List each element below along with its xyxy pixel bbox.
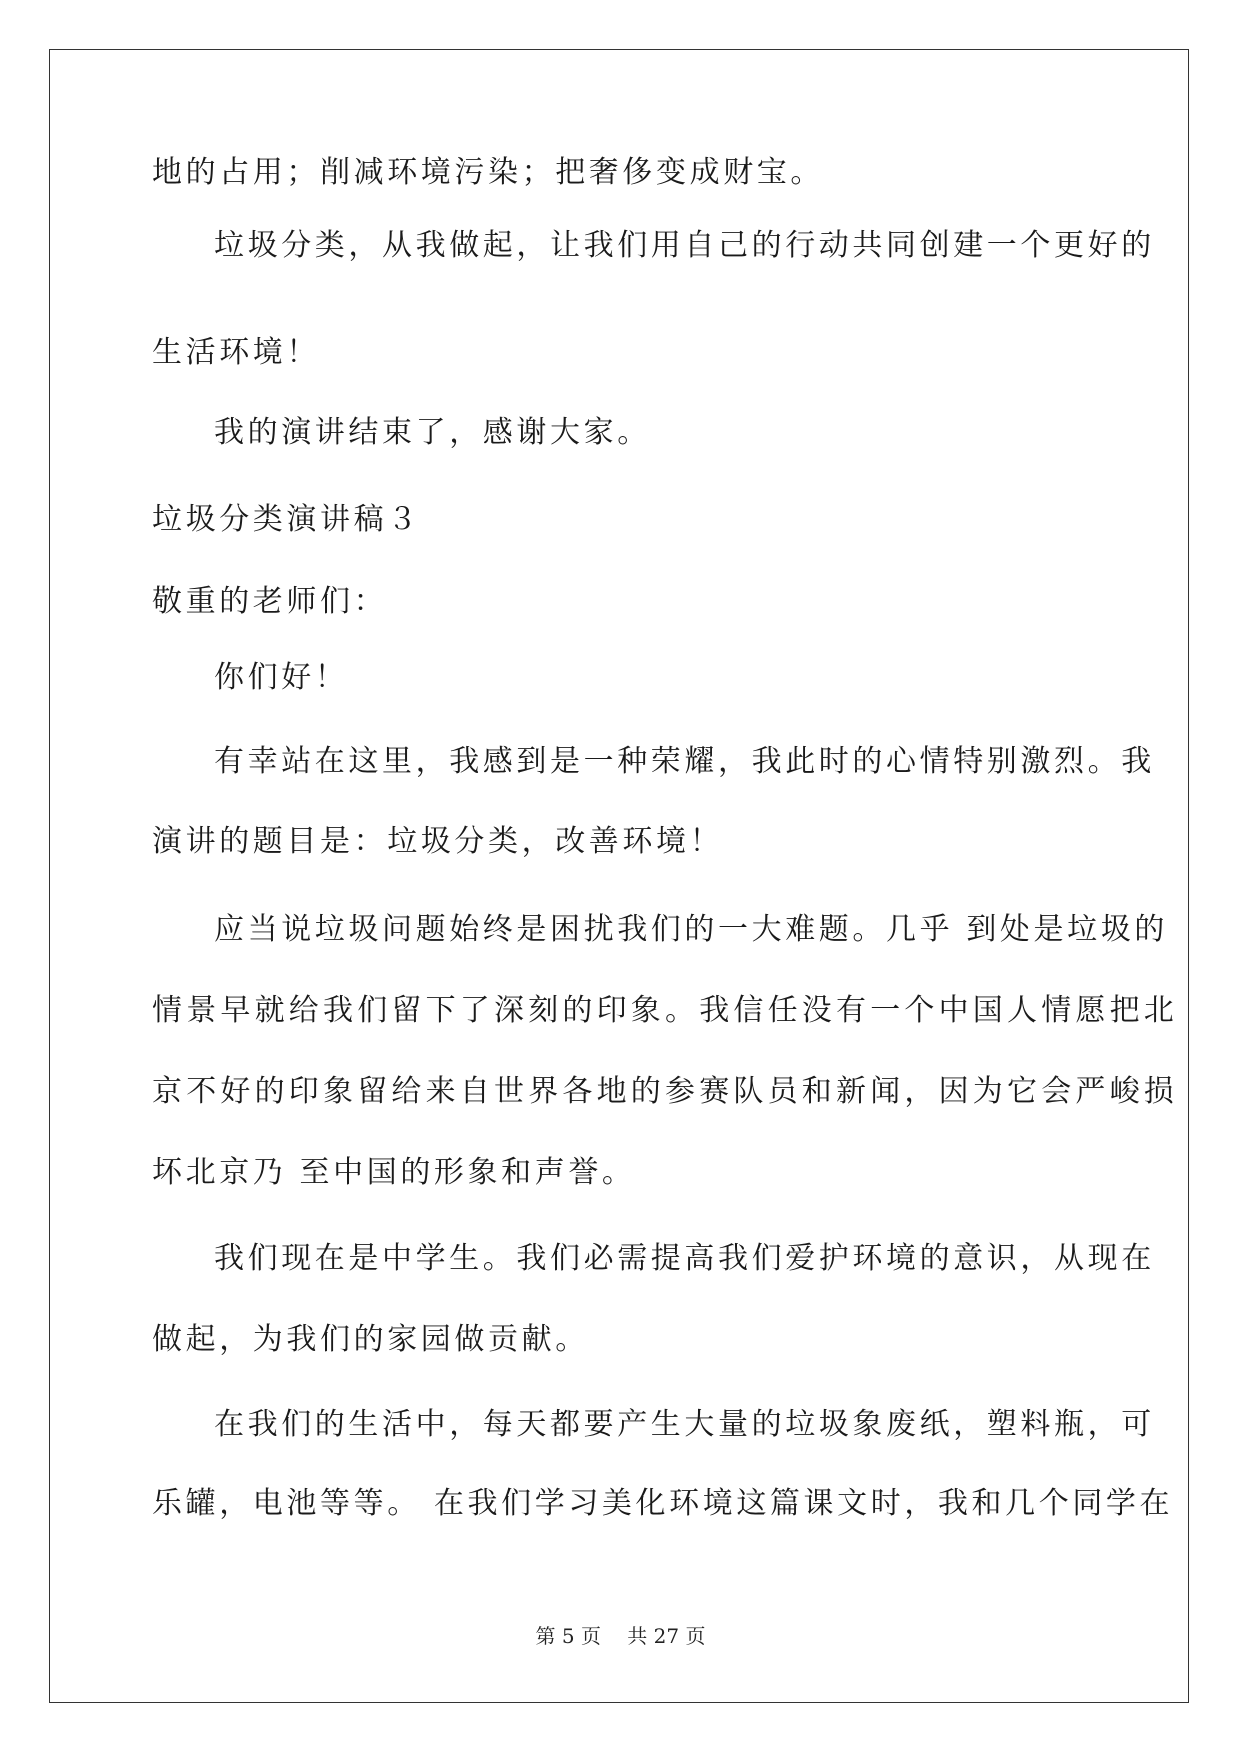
- paragraph-line: 应当说垃圾问题始终是困扰我们的一大难题。几乎 到处是垃圾的: [214, 912, 1168, 947]
- paragraph-line: 坏北京乃 至中国的形象和声誉。: [152, 1155, 636, 1190]
- greeting: 你们好！: [214, 660, 349, 695]
- section-heading: 垃圾分类演讲稿３: [152, 502, 421, 537]
- salutation: 敬重的老师们：: [152, 584, 388, 619]
- paragraph-line: 我们现在是中学生。我们必需提高我们爱护环境的意识，从现在: [214, 1241, 1155, 1276]
- page-number: 第 5 页 共 27 页: [535, 1624, 706, 1648]
- paragraph-line: 乐罐，电池等等。 在我们学习美化环境这篇课文时，我和几个同学在: [152, 1486, 1174, 1521]
- paragraph-line: 京不好的印象留给来自世界各地的参赛队员和新闻，因为它会严峻损: [152, 1074, 1178, 1109]
- page-border: [49, 49, 1189, 1703]
- paragraph-line: 垃圾分类，从我做起，让我们用自己的行动共同创建一个更好的: [214, 228, 1155, 263]
- paragraph-line: 我的演讲结束了，感谢大家。: [214, 415, 651, 450]
- paragraph-line: 地的占用；削减环境污染；把奢侈变成财宝。: [152, 155, 824, 190]
- paragraph-line: 生活环境！: [152, 335, 320, 370]
- paragraph-line: 情景早就给我们留下了深刻的印象。我信任没有一个中国人情愿把北: [152, 993, 1178, 1028]
- paragraph-line: 在我们的生活中，每天都要产生大量的垃圾象废纸，塑料瓶，可: [214, 1407, 1155, 1442]
- paragraph-line: 演讲的题目是：垃圾分类，改善环境！: [152, 824, 724, 859]
- paragraph-line: 做起，为我们的家园做贡献。: [152, 1322, 589, 1357]
- paragraph-line: 有幸站在这里，我感到是一种荣耀，我此时的心情特别激烈。我: [214, 744, 1155, 779]
